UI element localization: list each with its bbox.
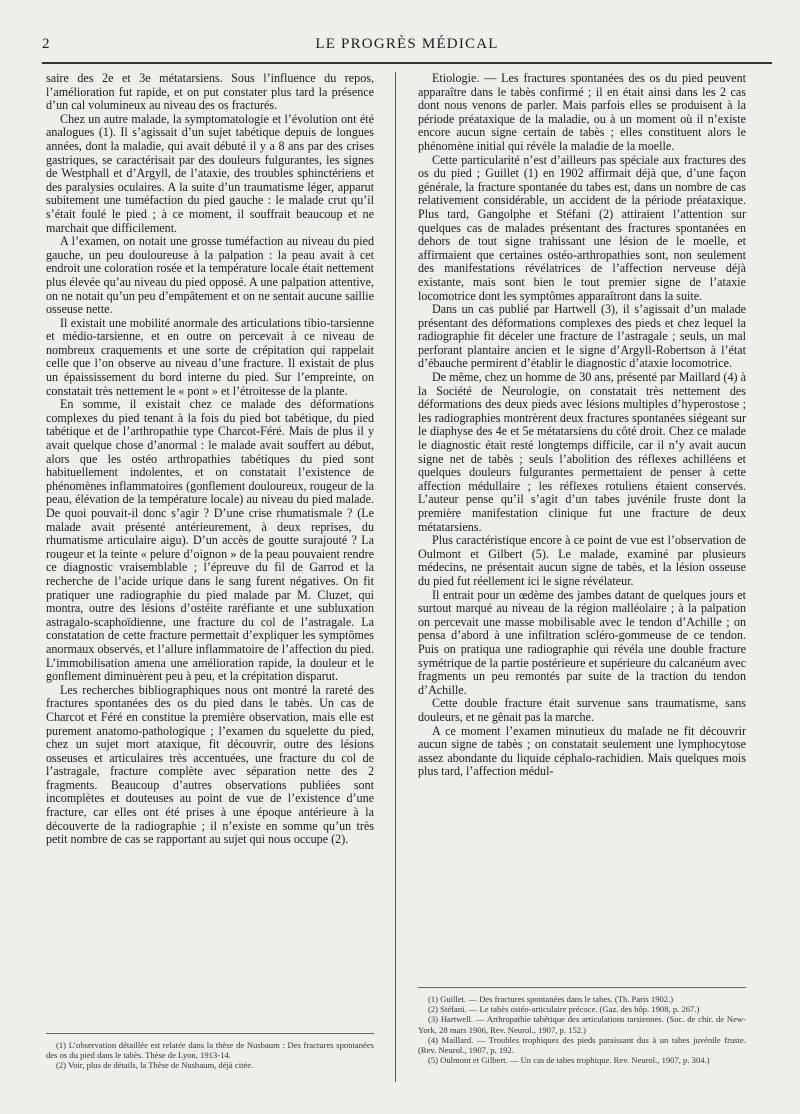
paragraph: De même, chez un homme de 30 ans, présenté par Maillard (4) à la Société de Neurologie, on constatait très nettement des déformations des deux pieds avec lésions multiples d’hyperostose ; les radiographies montrèrent deux fractures spontanées siégeant sur le diaphyse des 4e et 5e métatarsiens du côté droit. Chez ce malade le diagnostic était resté longtemps difficile, car il n’y avait aucun signe net de tabès ; seuls l’abolition des réflexes achilléens et quelques douleurs fulgurantes permettaient de penser à cette affection médullaire ; les réflexes rotuliens étaient conservés. L’auteur pense qu’il s’agit d’un tabes juvénile fruste dont la première manifestation clinique fut une fracture de deux métatarsiens. xyxy=(418,370,746,534)
paragraph: saire des 2e et 3e métatarsiens. Sous l’influence du repos, l’amélioration fut rapide, et on put constater plus tard la présence d’un cal volumineux au niveau des os fracturés. xyxy=(46,71,374,113)
paragraph: Chez un autre malade, la symptomatologie et l’évolution ont été analogues (1). Il s’agissait d’un sujet tabétique depuis de longues années, dont la maladie, qui avait débuté il y a 8 ans par des crises gastriques, se caractérisait par des douleurs fulgurantes, les signes de Westphall et d’Argyll, de l’ataxie, des troubles sphinctériens et des paralysies oculaires. A la suite d’un traumatisme léger, apparut subitement une tuméfaction du pied gauche : le malade crut qu’il s’était foulé le pied ; à ce moment, il souffrait beaucoup et ne marchait que difficilement. xyxy=(46,111,374,235)
paragraph: A l’examen, on notait une grosse tuméfaction au niveau du pied gauche, un peu douloureuse à la palpation : la peau avait à cet endroit une coloration rosée et la température locale était nettement plus élevée qu’au niveau du pied opposé. A une palpation attentive, on ne notait qu’un peu d’empâtement et on ne sentait aucune saillie osseuse nette. xyxy=(46,234,374,317)
footnote-rule xyxy=(418,987,746,988)
footnote-rule xyxy=(46,1033,374,1034)
footnote: (1) Guillet. — Des fractures spontanées dans le tabes. (Th. Paris 1902.) xyxy=(428,994,674,1004)
paragraph: Il entrait pour un œdème des jambes datant de quelques jours et surtout marqué au niveau de la région malléolaire ; à la palpation on percevait une masse mobilisable avec le tendon d’Achille ; on pensa d’abord à une infiltration scléro-gommeuse de ce tendon. Puis on pratiqua une radiographie qui révéla une double fracture symétrique de la partie postérieure et supérieure du calcanéum avec fragments un peu remontés par suite de la traction du tendon d’Achille. xyxy=(418,587,746,697)
paragraph: En somme, il existait chez ce malade des déformations complexes du pied tenant à la fois du pied bot tabétique, du pied tabétique et de l’arthropathie type Charcot-Féré. Mais de plus il y avait quelque chose d’anormal : le malade avait souffert au début, alors que les ostéo arthropathies tabétiques du pied sont habituellement indolentes, et on constatait l’existence de phénomènes inflammatoires (gonflement douloureux, rougeur de la peau, élévation de la température locale) au niveau du pied malade. De quoi pouvait-il donc s’agir ? D’une crise rhumatismale ? (Le malade avait présenté antérieurement, à deux reprises, du rhumatisme articulaire aigu). D’un accès de goutte surajouté ? La rougeur et la teinte « pelure d’oignon » de la peau pouvaient rendre ce diagnostic vraisemblable ; l’épreuve du fil de Garrod et la recherche de l’acide urique dans le sang furent négatives. On fit pratiquer une radiographie du pied malade par M. Cluzet, qui montra, outre des lésions d’ostéite raréfiante et une subluxation astragalo-scaphoïdienne, une fracture du col de l’astragale. La constatation de cette fracture permettait d’expliquer les symptômes anormaux observés, et l’allure inflammatoire de l’affection du pied. L’immobilisation amena une amélioration rapide, la douleur et le gonflement diminuèrent peu à peu, et la crépitation disparut. xyxy=(46,397,374,684)
paragraph: Cette double fracture était survenue sans traumatisme, sans douleurs, et ne gênait pas la marche. xyxy=(418,696,746,724)
paragraph: Les recherches bibliographiques nous ont montré la rareté des fractures spontanées des os du pied dans le tabès. Un cas de Charcot et Féré en constitue la première observation, mais elle est purement anatomo-pathologique ; l’examen du squelette du pied, chez un sujet mort ataxique, fit découvrir, outre des lésions osseuses et articulaires très accentuées, une fracture du col de l’astragale, fracture complète avec séparation nette des 2 fragments. Beaucoup d’autres observations publiées sont incomplètes et douteuses au point de vue de l’existence d’une fracture, car elles ont été prises à une époque antérieure à la découverte de la radiographie ; il n’existe en somme qu’un très petit nombre de cas se rapportant au sujet qui nous occupe (2). xyxy=(46,682,374,847)
right-column xyxy=(418,72,746,779)
footnote: (3) Hartwell. — Arthropathie tabétique des articulations tarsiennes. (Soc. de chir. de New-York, 28 mars 1906, Rev. Neurol., 1907, p. 152.) xyxy=(418,1014,746,1035)
footnote: (2) Stéfani. — Le tabès ostéo-articulaire précoce. (Gaz. des hôp. 1908, p. 267.) xyxy=(428,1004,700,1015)
footnote: (5) Oulmont et Gilbert. — Un cas de tabes trophique. Rev. Neurol., 1907, p. 304.) xyxy=(428,1055,710,1066)
paragraph: Il existait une mobilité anormale des articulations tibio-tarsienne et médio-tarsienne, et en outre on percevait à ce niveau de nombreux craquements et une sorte de crépitation qui rappelait celle que l’on observe au niveau d’une fracture. Il existait de plus un épaississement du bord interne du pied. Sur l’empreinte, on constatait très nettement le « pont » et l’étroitesse de la plante. xyxy=(46,315,374,398)
column-divider xyxy=(395,72,396,1082)
paragraph: A ce moment l’examen minutieux du malade ne fit découvrir aucun signe de tabès ; on constatait seulement une lymphocytose assez abondante du liquide céphalo-rachidien. Mais quelques mois plus tard, l’affection médul- xyxy=(418,723,746,779)
paragraph: Plus caractéristique encore à ce point de vue est l’observation de Oulmont et Gilbert (5). Le malade, examiné par plusieurs médecins, ne présentait aucun signe de tabès, et la lésion osseuse du pied fut réellement ici le signe révélateur. xyxy=(418,533,746,588)
running-title: LE PROGRÈS MÉDICAL xyxy=(315,36,499,52)
page-number: 2 xyxy=(42,36,50,52)
footnote: (2) Voir, plus de détails, la Thèse de Nusbaum, déjà citée. xyxy=(56,1060,254,1071)
paragraph: Dans un cas publié par Hartwell (3), il s’agissait d’un malade présentant des déformations complexes des pieds et chez lequel la radiographie fit déceler une fracture de l’astragale ; seuls, un mal perforant plantaire ancien et le signe d’Argyll-Robertson à l’état d’ébauche permirent d’établir le diagnostic d’ataxie locomotrice. xyxy=(418,302,746,371)
paragraph: Cette particularité n’est d’ailleurs pas spéciale aux fractures des os du pied ; Guillet (1) en 1902 affirmait déjà que, d’une façon générale, la fracture spontanée du tabes est, dans un nombre de cas relativement considérable, un accident de la période préataxique. Plus tard, Gangolphe et Stéfani (2) attiraient l’attention sur quelques cas de malades présentant des fractures spontanées en dehors de tout signe trahissant une lésion de le moelle, et affirmaient que certaines ostéo-arthropathies sont, non seulement des manifestations révélatrices de l’affection nerveuse déjà existante, mais sont bien le tout premier signe de l’ataxie locomotrice dont les symptômes apparaîtront dans la suite. xyxy=(418,152,746,303)
page-header xyxy=(42,36,772,56)
left-footnotes xyxy=(46,1040,374,1071)
footnote: (1) L’observation détaillée est relatée dans la thèse de Nusbaum : Des fractures spontanées des os du pied dans le tabès. Thèse de Lyon, 1913-14. xyxy=(46,1040,374,1061)
paragraph: Etiologie. — Les fractures spontanées des os du pied peuvent apparaître dans le tabès confirmé ; il en était ainsi dans les 2 cas dont nous venons de parler. Mais parfois elles se produisent à la période préataxique de la maladie, ou à un moment où il n’existe encore aucun signe certain de tabès ; elles constituent alors le phénomène initial qui révèle la maladie de la moelle. xyxy=(418,71,746,153)
right-footnotes xyxy=(418,994,746,1065)
left-column xyxy=(46,72,374,847)
header-rule xyxy=(42,62,772,64)
footnote: (4) Maillard. — Troubles trophiques des pieds paraissant dus à un tabes juvénile fruste. (Rev. Neurol., 1907, p. 192. xyxy=(418,1034,746,1056)
